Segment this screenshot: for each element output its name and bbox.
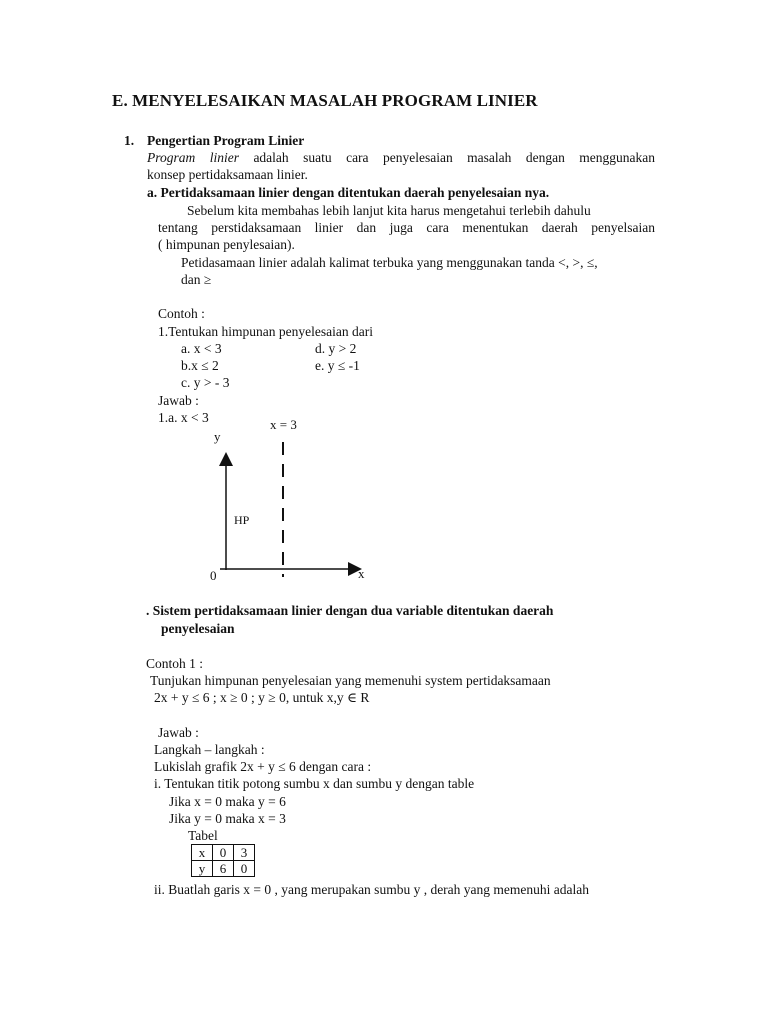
table-cell: y	[192, 861, 213, 877]
table-row	[192, 845, 255, 861]
section-2-heading: . Sistem pertidaksamaan linier dengan dua variable ditentukan daerah	[146, 603, 554, 618]
table-cell: 0	[213, 845, 234, 861]
example-item-b: b.x ≤ 2	[181, 358, 219, 373]
origin-label: 0	[210, 568, 217, 583]
step-intro: Lukislah grafik 2x + y ≤ 6 dengan cara :	[154, 759, 372, 774]
example-question: 1.Tentukan himpunan penyelesaian dari	[158, 324, 373, 339]
boundary-label: x = 3	[270, 417, 297, 432]
table-cell: 6	[213, 861, 234, 877]
example-item-e: e. y ≤ -1	[315, 358, 360, 373]
y-axis-arrow-icon	[219, 452, 233, 466]
intercept-table	[191, 844, 255, 877]
step-ii: ii. Buatlah garis x = 0 , yang merupakan sumbu y , derah yang memenuhi adalah	[154, 882, 589, 897]
paragraph-line: dan ≥	[181, 272, 212, 287]
steps-label: Langkah – langkah :	[154, 742, 265, 757]
table-cell: x	[192, 845, 213, 861]
answer-label-2: Jawab :	[158, 725, 199, 740]
page-title: E. MENYELESAIKAN MASALAH PROGRAM LINIER	[112, 91, 538, 110]
paragraph-line: Petidasamaan linier adalah kalimat terbuka yang menggunakan tanda <, >, ≤,	[181, 255, 598, 270]
x-axis-label: x	[358, 566, 365, 581]
example-item-c: c. y > - 3	[181, 375, 230, 390]
example-2-inequality: 2x + y ≤ 6 ; x ≥ 0 ; y ≥ 0, untuk x,y ∈ R	[154, 690, 370, 705]
example-2-line: Tunjukan himpunan penyelesaian yang memenuhi system pertidaksamaan	[150, 673, 551, 688]
section-heading: Pengertian Program Linier	[147, 133, 305, 148]
definition-line-2: konsep pertidaksamaan linier.	[147, 167, 308, 182]
case-x-0: Jika x = 0 maka y = 6	[169, 794, 286, 809]
section-2-heading-line-2: penyelesaian	[161, 621, 235, 636]
paragraph-line: ( himpunan penylesaian).	[158, 237, 295, 252]
paragraph-line: tentang perstidaksamaan linier dan juga cara menentukan daerah penyelsaian	[158, 220, 655, 235]
table-row	[192, 861, 255, 877]
example-item-a: a. x < 3	[181, 341, 222, 356]
subsection-a-heading: a. Pertidaksamaan linier dengan ditentukan daerah penyelesaian nya.	[147, 185, 550, 200]
region-label: HP	[234, 513, 250, 527]
definition-term: Program linier	[147, 150, 239, 165]
y-axis-label: y	[214, 429, 221, 444]
case-y-0: Jika y = 0 maka x = 3	[169, 811, 286, 826]
table-label: Tabel	[188, 828, 218, 843]
example-label: Contoh :	[158, 306, 205, 321]
definition-text: adalah suatu cara penyelesaian masalah dengan menggunakan	[253, 150, 656, 165]
example-item-d: d. y > 2	[315, 341, 357, 356]
table-cell: 0	[234, 861, 255, 877]
answer-label: Jawab :	[158, 393, 199, 408]
answer-item: 1.a. x < 3	[158, 410, 209, 425]
example-2-label: Contoh 1 :	[146, 656, 204, 671]
section-number: 1.	[124, 133, 135, 148]
step-i: i. Tentukan titik potong sumbu x dan sumbu y dengan table	[154, 776, 475, 791]
paragraph-line: Sebelum kita membahas lebih lanjut kita harus mengetahui terlebih dahulu	[187, 203, 591, 218]
table-cell: 3	[234, 845, 255, 861]
